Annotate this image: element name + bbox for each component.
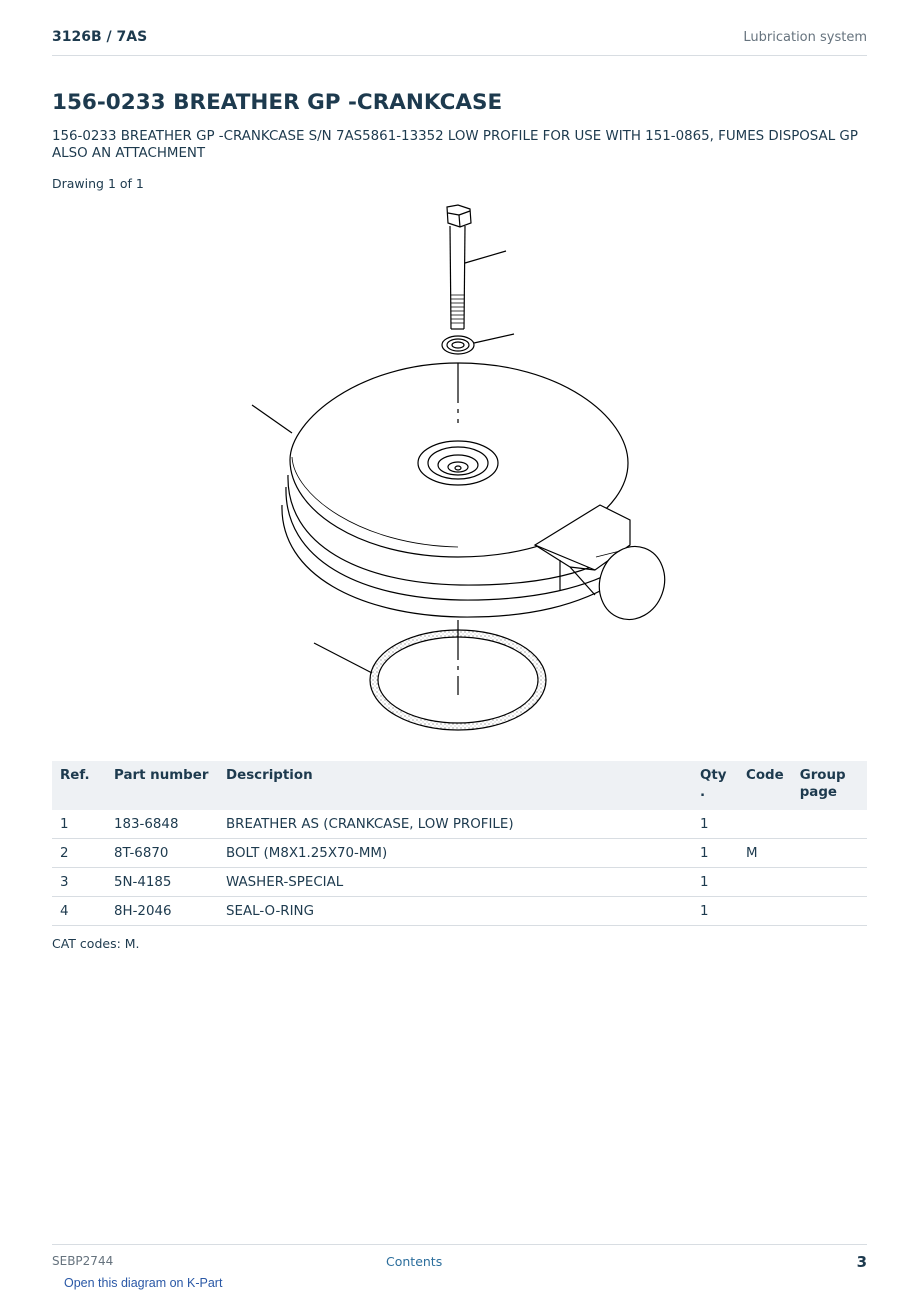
contents-link[interactable]: Contents bbox=[386, 1254, 443, 1269]
page-title: 156-0233 BREATHER GP -CRANKCASE bbox=[52, 90, 503, 115]
cell-part-number: 183-6848 bbox=[106, 810, 218, 839]
open-in-kpart-link[interactable]: Open this diagram on K-Part bbox=[64, 1276, 223, 1290]
cell-group-page bbox=[792, 810, 867, 839]
cell-ref: 2 bbox=[52, 839, 106, 868]
cell-description: WASHER-SPECIAL bbox=[218, 868, 692, 897]
o-ring-part bbox=[314, 630, 546, 730]
cell-code bbox=[738, 868, 792, 897]
parts-table bbox=[52, 761, 867, 926]
cell-qty: 1 bbox=[692, 868, 738, 897]
cat-codes-note: CAT codes: M. bbox=[52, 936, 140, 951]
cell-description: BOLT (M8X1.25X70-MM) bbox=[218, 839, 692, 868]
cell-ref: 1 bbox=[52, 810, 106, 839]
cell-code bbox=[738, 810, 792, 839]
breather-part bbox=[252, 363, 675, 629]
cell-description: SEAL-O-RING bbox=[218, 897, 692, 926]
page-footer bbox=[52, 1244, 867, 1275]
cell-group-page bbox=[792, 839, 867, 868]
page-header bbox=[52, 29, 867, 56]
cell-qty: 1 bbox=[692, 810, 738, 839]
cell-qty: 1 bbox=[692, 839, 738, 868]
col-description: Description bbox=[218, 761, 692, 810]
table-row bbox=[52, 897, 867, 926]
page-number: 3 bbox=[856, 1253, 867, 1271]
model-label: 3126B / 7AS bbox=[52, 29, 148, 45]
parts-diagram bbox=[200, 195, 720, 745]
col-part-number: Part number bbox=[106, 761, 218, 810]
bolt-part bbox=[447, 205, 506, 329]
cell-description: BREATHER AS (CRANKCASE, LOW PROFILE) bbox=[218, 810, 692, 839]
cell-code bbox=[738, 897, 792, 926]
table-row bbox=[52, 868, 867, 897]
cell-qty: 1 bbox=[692, 897, 738, 926]
col-qty: Qty . bbox=[692, 761, 738, 810]
washer-part bbox=[442, 334, 514, 354]
cell-ref: 3 bbox=[52, 868, 106, 897]
cell-group-page bbox=[792, 897, 867, 926]
table-row bbox=[52, 810, 867, 839]
col-code: Code bbox=[738, 761, 792, 810]
page-subtitle: 156-0233 BREATHER GP -CRANKCASE S/N 7AS5861-13352 LOW PROFILE FOR USE WITH 151-0865, FUMES DISPOSAL GP ALSO AN ATTACHMENT bbox=[52, 129, 858, 161]
cell-code: M bbox=[738, 839, 792, 868]
cell-part-number: 8T-6870 bbox=[106, 839, 218, 868]
col-ref: Ref. bbox=[52, 761, 106, 810]
document-id: SEBP2744 bbox=[52, 1254, 114, 1268]
col-group-page: Group page bbox=[792, 761, 867, 810]
table-row bbox=[52, 839, 867, 868]
cell-part-number: 5N-4185 bbox=[106, 868, 218, 897]
cell-group-page bbox=[792, 868, 867, 897]
drawing-label: Drawing 1 of 1 bbox=[52, 176, 144, 191]
cell-part-number: 8H-2046 bbox=[106, 897, 218, 926]
cell-ref: 4 bbox=[52, 897, 106, 926]
table-header-row bbox=[52, 761, 867, 810]
section-label: Lubrication system bbox=[743, 30, 867, 45]
